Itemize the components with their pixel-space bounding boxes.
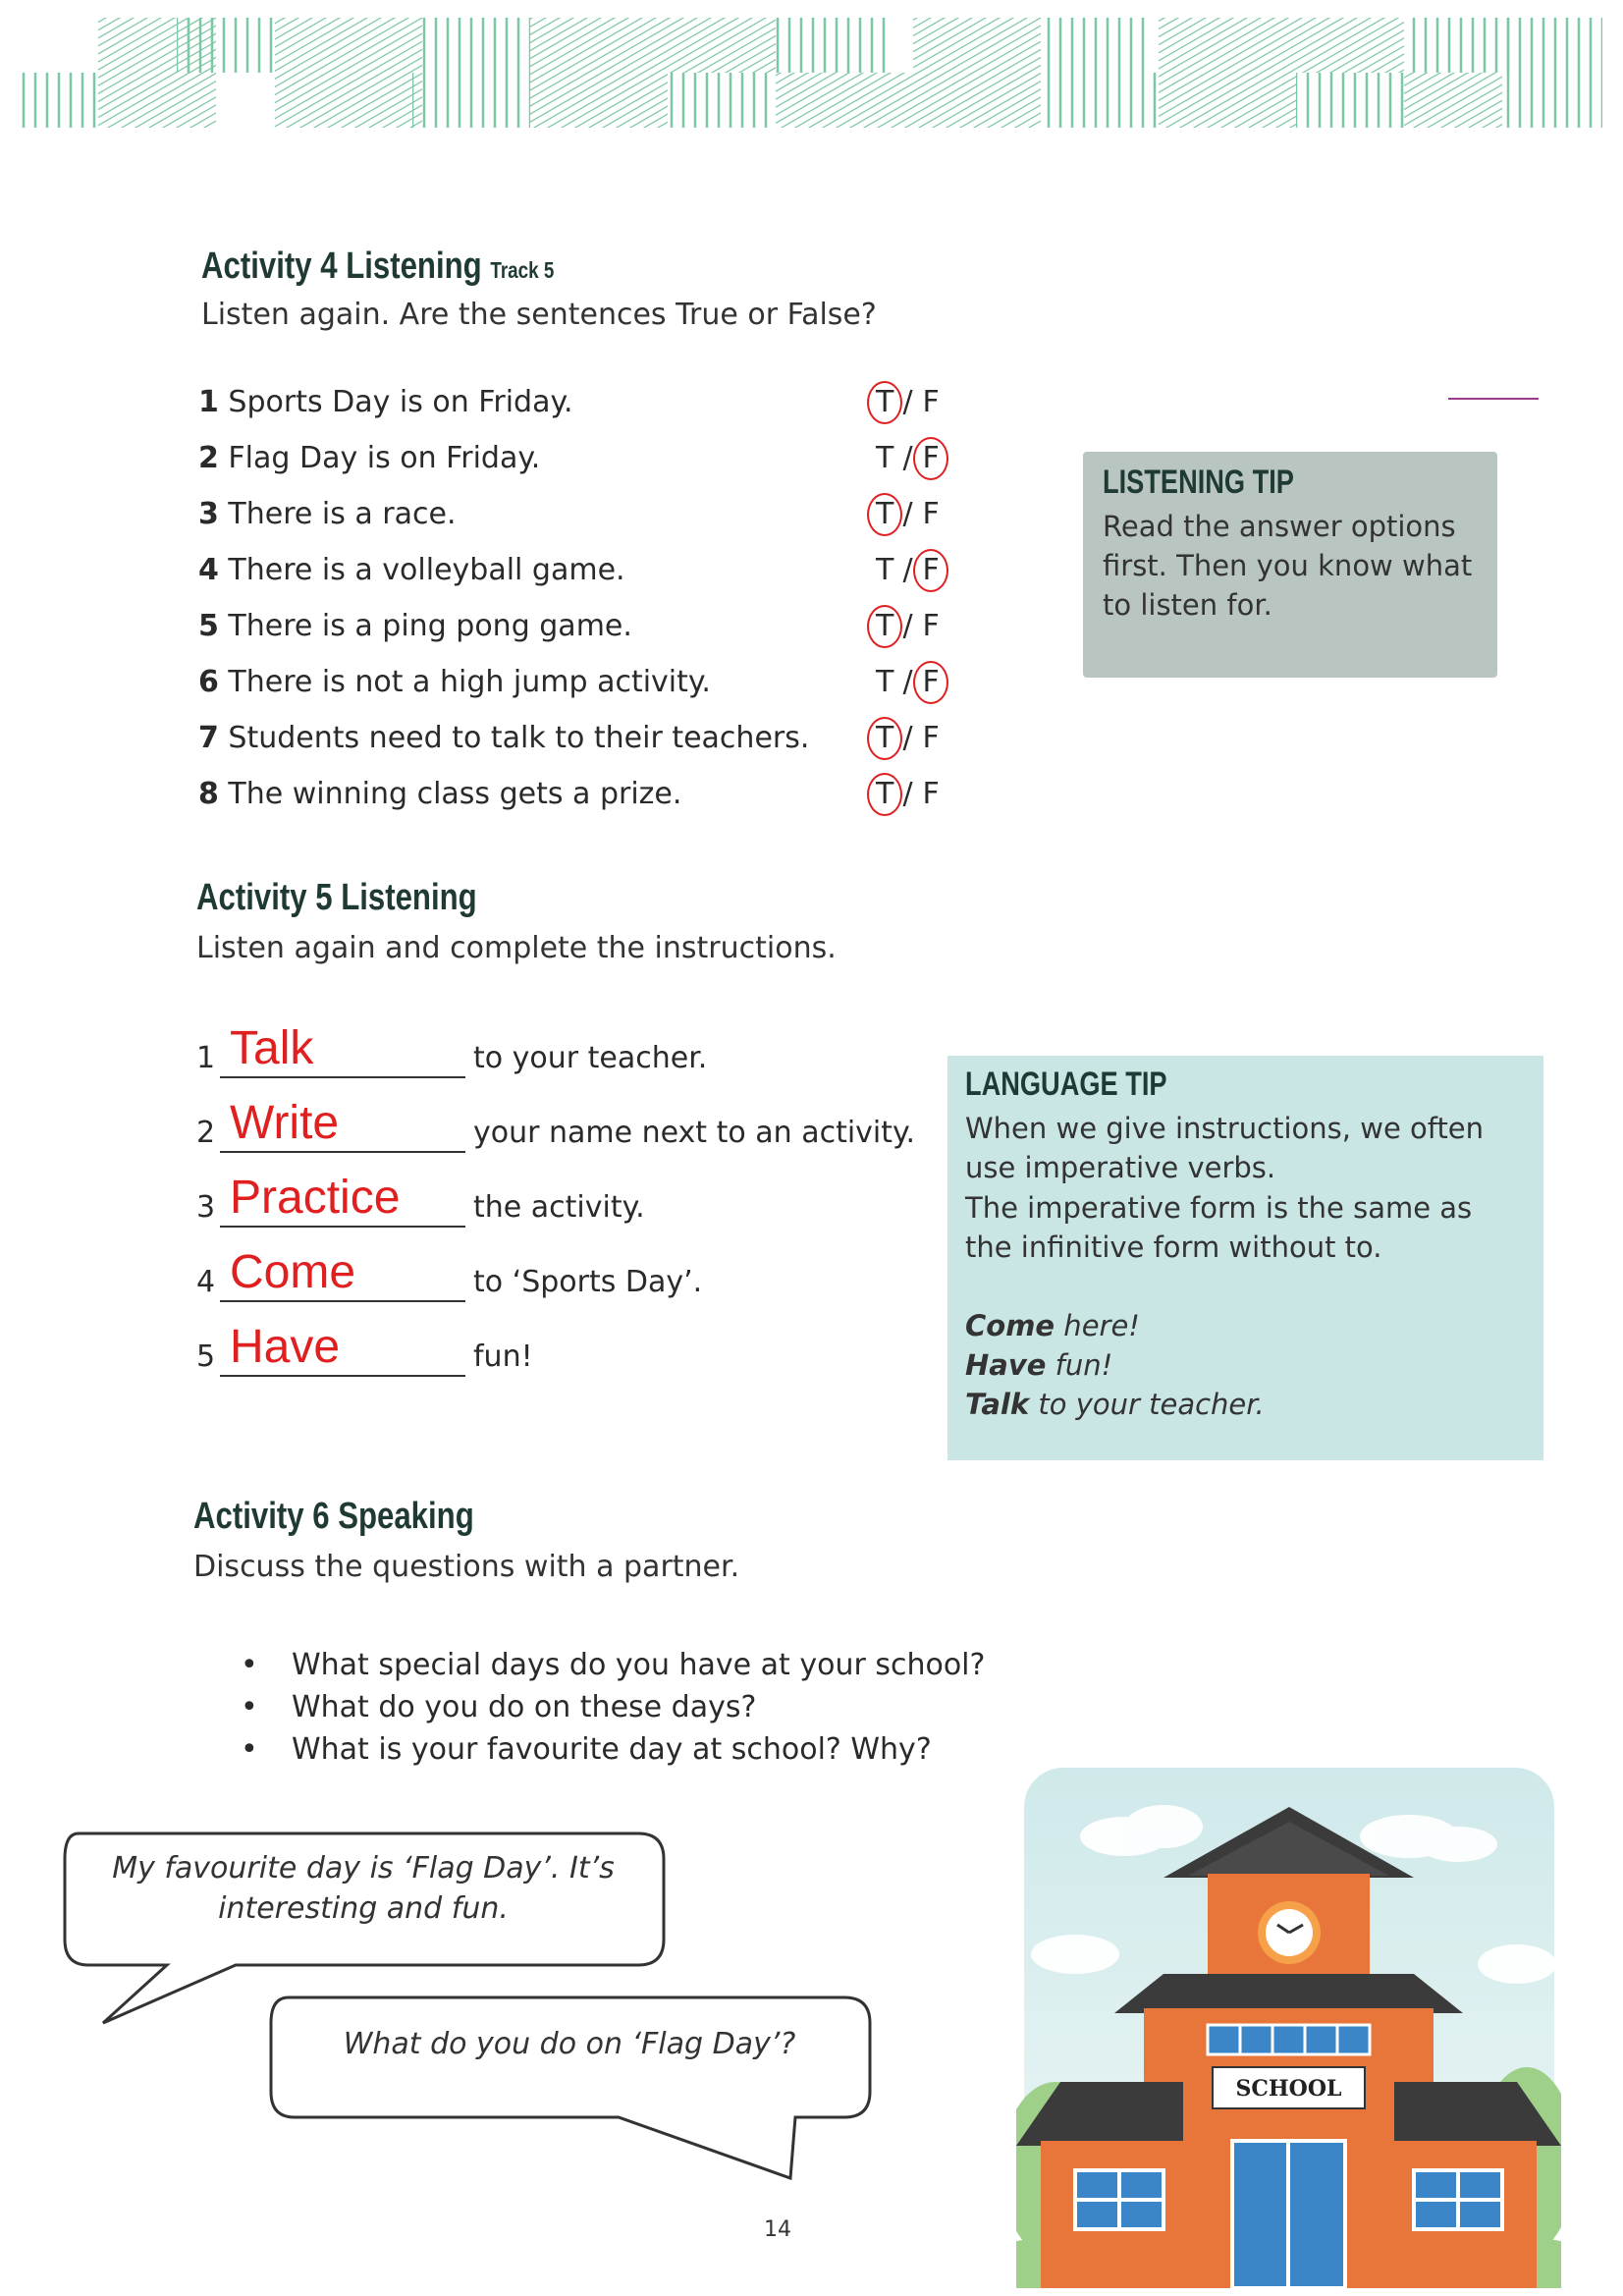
option-separator: / — [893, 553, 923, 587]
imperative-rest: fun! — [1046, 1348, 1113, 1382]
tf-options[interactable] — [876, 609, 964, 643]
tf-item-number: 1 — [198, 385, 219, 419]
handwritten-answer: Come — [230, 1246, 356, 1298]
handwritten-answer: Practice — [230, 1172, 401, 1224]
listening-tip-text: Read the answer options first. Then you know what to listen for. — [1103, 510, 1473, 622]
tf-item — [198, 609, 964, 665]
activity4-track: Track 5 — [490, 257, 555, 283]
fill-item-text: to ‘Sports Day’. — [473, 1265, 703, 1299]
fill-item-text: the activity. — [473, 1190, 645, 1225]
option-separator: / — [893, 497, 923, 531]
tf-item-text: Flag Day is on Friday. — [228, 441, 541, 475]
true-false-list — [198, 385, 964, 833]
true-option[interactable]: T — [876, 385, 894, 419]
tf-item-text: There is a volleyball game. — [228, 553, 625, 587]
tf-options[interactable] — [876, 665, 964, 699]
discussion-questions — [241, 1648, 985, 1775]
tf-item-text: The winning class gets a prize. — [228, 777, 682, 811]
option-separator: / — [893, 441, 923, 475]
fill-item-number: 2 — [196, 1116, 216, 1150]
fill-item — [196, 1021, 943, 1096]
option-separator: / — [893, 385, 923, 419]
fill-item-number: 5 — [196, 1339, 216, 1374]
handwritten-answer: Have — [230, 1321, 341, 1373]
language-tip-title: LANGUAGE TIP — [965, 1066, 1167, 1103]
true-option[interactable]: T — [876, 777, 894, 811]
imperative-verb: Have — [965, 1348, 1047, 1382]
fill-item-number: 1 — [196, 1041, 216, 1075]
activity6-instruction: Discuss the questions with a partner. — [193, 1550, 740, 1584]
language-tip-line2: The imperative form is the same as the infinitive form without to. — [965, 1191, 1473, 1264]
tf-options[interactable] — [876, 777, 964, 811]
true-option[interactable]: T — [876, 553, 894, 587]
header-pattern-banner — [20, 18, 1602, 128]
handwritten-answer: Talk — [230, 1022, 314, 1074]
tf-item-text: There is a race. — [228, 497, 457, 531]
false-option[interactable]: F — [922, 721, 940, 755]
fill-item-number: 4 — [196, 1265, 216, 1299]
tf-item — [198, 777, 964, 833]
tf-item-number: 4 — [198, 553, 219, 587]
imperative-verb: Come — [965, 1309, 1055, 1342]
school-sign-text: SCHOOL — [1235, 2076, 1342, 2102]
activity6-heading: Activity 6 Speaking — [193, 1496, 474, 1537]
false-option[interactable]: F — [922, 497, 940, 531]
option-separator: / — [893, 721, 923, 755]
tf-item — [198, 497, 964, 553]
tf-options[interactable] — [876, 553, 964, 587]
activity4-heading — [201, 246, 554, 288]
imperative-rest: to your teacher. — [1029, 1388, 1265, 1421]
imperative-verb: Talk — [965, 1388, 1030, 1421]
option-separator: / — [893, 665, 923, 699]
true-option[interactable]: T — [876, 665, 894, 699]
tf-options[interactable] — [876, 441, 964, 475]
fill-item-text: fun! — [473, 1339, 533, 1374]
fill-item — [196, 1171, 943, 1245]
fill-item — [196, 1245, 943, 1320]
false-option[interactable]: F — [922, 609, 940, 643]
fill-item — [196, 1320, 943, 1394]
activity4-instruction: Listen again. Are the sentences True or False? — [201, 298, 877, 332]
speech-bubble-2-text: What do you do on ‘Flag Day’? — [343, 2027, 796, 2061]
tf-item-number: 3 — [198, 497, 219, 531]
speech-bubble-1-text: My favourite day is ‘Flag Day’. It’s interesting and fun. — [112, 1851, 615, 1926]
true-option[interactable]: T — [876, 609, 894, 643]
page-number: 14 — [764, 2217, 791, 2242]
fill-item-text: your name next to an activity. — [473, 1116, 916, 1150]
false-option[interactable]: F — [922, 385, 940, 419]
false-option[interactable]: F — [922, 553, 940, 587]
fill-item-number: 3 — [196, 1190, 216, 1225]
speech-bubble-2-shape — [265, 1994, 884, 2190]
question-item: • What special days do you have at your school? — [241, 1648, 985, 1690]
activity4-title: Activity 4 Listening — [201, 246, 482, 287]
tf-item-number: 5 — [198, 609, 219, 643]
tf-item-number: 6 — [198, 665, 219, 699]
tf-item-text: Students need to talk to their teachers. — [228, 721, 810, 755]
tf-item-text: There is not a high jump activity. — [228, 665, 711, 699]
tf-item-text: There is a ping pong game. — [228, 609, 632, 643]
language-tip-line1: When we give instructions, we often use imperative verbs. — [965, 1112, 1485, 1184]
decorative-line — [1448, 398, 1539, 400]
tf-item — [198, 441, 964, 497]
listening-tip-title: LISTENING TIP — [1103, 464, 1294, 501]
false-option[interactable]: F — [922, 665, 940, 699]
imperative-example — [965, 1306, 1535, 1345]
imperative-example — [965, 1345, 1535, 1385]
tf-item-text: Sports Day is on Friday. — [228, 385, 573, 419]
fill-item-text: to your teacher. — [473, 1041, 708, 1075]
option-separator: / — [893, 609, 923, 643]
imperative-example — [965, 1385, 1535, 1424]
option-separator: / — [893, 777, 923, 811]
fill-in-list — [196, 1021, 943, 1394]
school-illustration — [1016, 1768, 1561, 2288]
listening-tip-box — [1083, 452, 1497, 678]
false-option[interactable]: F — [922, 777, 940, 811]
language-tip-examples — [965, 1306, 1535, 1424]
tf-item — [198, 553, 964, 609]
tf-item — [198, 385, 964, 441]
question-item: • What do you do on these days? — [241, 1690, 985, 1732]
activity5-heading: Activity 5 Listening — [196, 877, 477, 918]
question-item: • What is your favourite day at school? Why? — [241, 1732, 985, 1775]
fill-item — [196, 1096, 943, 1171]
tf-item — [198, 665, 964, 721]
true-option[interactable]: T — [876, 721, 894, 755]
tf-options[interactable] — [876, 497, 964, 531]
tf-item-number: 8 — [198, 777, 219, 811]
tf-options[interactable] — [876, 721, 964, 755]
tf-options[interactable] — [876, 385, 964, 419]
activity5-instruction: Listen again and complete the instructions. — [196, 931, 837, 965]
true-option[interactable]: T — [876, 497, 894, 531]
tf-item — [198, 721, 964, 777]
handwritten-answer: Write — [230, 1097, 340, 1149]
true-option[interactable]: T — [876, 441, 894, 475]
tf-item-number: 7 — [198, 721, 219, 755]
false-option[interactable]: F — [922, 441, 940, 475]
imperative-rest: here! — [1055, 1309, 1140, 1342]
language-tip-box — [947, 1056, 1543, 1460]
tf-item-number: 2 — [198, 441, 219, 475]
